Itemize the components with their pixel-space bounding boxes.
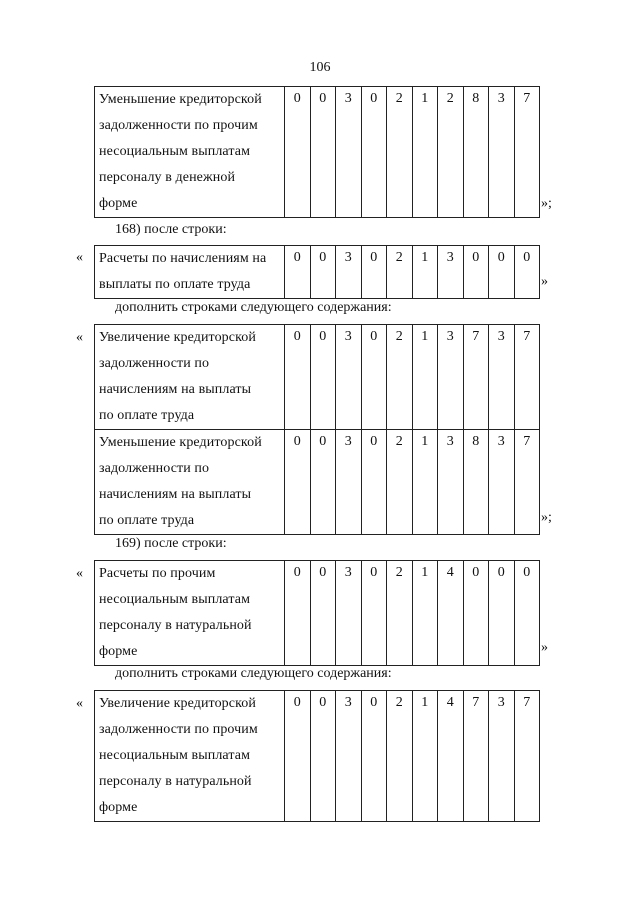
- code-digit: 0: [285, 430, 311, 535]
- code-digit: 0: [361, 691, 387, 822]
- open-quote: «: [76, 566, 83, 581]
- row-name: [95, 87, 285, 218]
- code-digit: 7: [514, 430, 540, 535]
- code-digit: 0: [514, 561, 540, 666]
- code-digit: 0: [463, 246, 489, 299]
- supplement-text: дополнить строками следующего содержания:: [115, 666, 392, 681]
- code-digit: 3: [336, 691, 362, 822]
- code-digit: 7: [514, 325, 540, 430]
- row-name-line: несоциальным выплатам: [99, 592, 251, 607]
- row-name-line: задолженности по: [99, 356, 210, 371]
- code-digit: 0: [310, 246, 336, 299]
- row-name-line: Уменьшение кредиторской: [99, 92, 262, 107]
- row-name-line: начислениям на выплаты: [99, 487, 252, 502]
- row-name-line: Уменьшение кредиторской: [99, 435, 262, 450]
- row-name: [95, 691, 285, 822]
- code-digit: 7: [514, 87, 540, 218]
- code-digit: 0: [361, 561, 387, 666]
- code-digit: 3: [438, 246, 464, 299]
- page-number: 106: [309, 60, 331, 75]
- code-digit: 7: [463, 691, 489, 822]
- code-digit: 1: [412, 430, 438, 535]
- code-digit: 2: [438, 87, 464, 218]
- code-digit: 4: [438, 561, 464, 666]
- code-digit: 3: [336, 325, 362, 430]
- row-name-line: персоналу в натуральной: [99, 618, 252, 633]
- code-digit: 2: [387, 325, 413, 430]
- code-digit: 0: [310, 325, 336, 430]
- code-digit: 0: [310, 691, 336, 822]
- code-digit: 3: [336, 561, 362, 666]
- code-digit: 4: [438, 691, 464, 822]
- row-name-line: форме: [99, 196, 138, 211]
- row-name: [95, 561, 285, 666]
- code-digit: 1: [412, 691, 438, 822]
- row-name-line: по оплате труда: [99, 408, 195, 423]
- row-name-line: Увеличение кредиторской: [99, 330, 256, 345]
- row-name-line: Увеличение кредиторской: [99, 696, 256, 711]
- table-row: [95, 87, 540, 218]
- code-digit: 2: [387, 246, 413, 299]
- row-name-line: форме: [99, 800, 138, 815]
- row-name-line: персоналу в натуральной: [99, 774, 252, 789]
- row-name-line: несоциальным выплатам: [99, 144, 251, 159]
- row-name-line: несоциальным выплатам: [99, 748, 251, 763]
- code-digit: 3: [438, 430, 464, 535]
- code-digit: 1: [412, 246, 438, 299]
- open-quote: «: [76, 696, 83, 711]
- code-digit: 0: [361, 430, 387, 535]
- code-digit: 2: [387, 430, 413, 535]
- row-name-line: задолженности по: [99, 461, 210, 476]
- close-quote: »: [541, 640, 548, 655]
- code-digit: 7: [514, 691, 540, 822]
- code-digit: 0: [361, 246, 387, 299]
- code-digit: 0: [285, 325, 311, 430]
- close-quote: »;: [541, 196, 552, 211]
- close-quote: »;: [541, 510, 552, 525]
- code-digit: 0: [285, 246, 311, 299]
- code-digit: 2: [387, 87, 413, 218]
- code-digit: 3: [489, 691, 515, 822]
- code-digit: 1: [412, 325, 438, 430]
- code-table: [94, 690, 540, 822]
- code-digit: 3: [438, 325, 464, 430]
- code-table: [94, 86, 540, 218]
- code-digit: 3: [336, 430, 362, 535]
- code-digit: 0: [514, 246, 540, 299]
- code-table: [94, 245, 540, 299]
- code-digit: 2: [387, 691, 413, 822]
- row-name-line: Расчеты по прочим: [99, 566, 216, 581]
- code-digit: 7: [463, 325, 489, 430]
- code-digit: 0: [361, 325, 387, 430]
- row-name-line: персоналу в денежной: [99, 170, 236, 185]
- code-table-block: [94, 324, 540, 535]
- code-digit: 3: [489, 87, 515, 218]
- code-digit: 3: [336, 246, 362, 299]
- code-digit: 1: [412, 561, 438, 666]
- code-digit: 8: [463, 87, 489, 218]
- code-table-block: [94, 245, 540, 299]
- row-name-line: Расчеты по начислениям на: [99, 251, 267, 266]
- close-quote: »: [541, 274, 548, 289]
- code-table-block: [94, 690, 540, 822]
- code-digit: 0: [285, 691, 311, 822]
- row-name-line: форме: [99, 644, 138, 659]
- row-name-line: начислениям на выплаты: [99, 382, 252, 397]
- table-row: [95, 691, 540, 822]
- open-quote: «: [76, 330, 83, 345]
- table-row: [95, 325, 540, 430]
- code-table: [94, 560, 540, 666]
- code-digit: 3: [336, 87, 362, 218]
- table-row: [95, 561, 540, 666]
- code-digit: 0: [310, 87, 336, 218]
- code-digit: 2: [387, 561, 413, 666]
- item-heading: 169) после строки:: [115, 536, 227, 551]
- code-digit: 0: [310, 430, 336, 535]
- code-digit: 0: [489, 246, 515, 299]
- row-name: [95, 325, 285, 430]
- code-digit: 0: [361, 87, 387, 218]
- code-table-block: [94, 86, 540, 218]
- row-name-line: задолженности по прочим: [99, 118, 258, 133]
- item-heading: 168) после строки:: [115, 222, 227, 237]
- code-digit: 0: [463, 561, 489, 666]
- table-row: [95, 430, 540, 535]
- code-digit: 3: [489, 430, 515, 535]
- row-name: [95, 246, 285, 299]
- row-name: [95, 430, 285, 535]
- supplement-text: дополнить строками следующего содержания:: [115, 300, 392, 315]
- code-digit: 8: [463, 430, 489, 535]
- row-name-line: задолженности по прочим: [99, 722, 258, 737]
- code-digit: 1: [412, 87, 438, 218]
- open-quote: «: [76, 250, 83, 265]
- code-digit: 0: [285, 561, 311, 666]
- code-digit: 0: [310, 561, 336, 666]
- row-name-line: по оплате труда: [99, 513, 195, 528]
- code-digit: 0: [489, 561, 515, 666]
- code-table: [94, 324, 540, 535]
- table-row: [95, 246, 540, 299]
- code-table-block: [94, 560, 540, 666]
- code-digit: 0: [285, 87, 311, 218]
- row-name-line: выплаты по оплате труда: [99, 277, 251, 292]
- code-digit: 3: [489, 325, 515, 430]
